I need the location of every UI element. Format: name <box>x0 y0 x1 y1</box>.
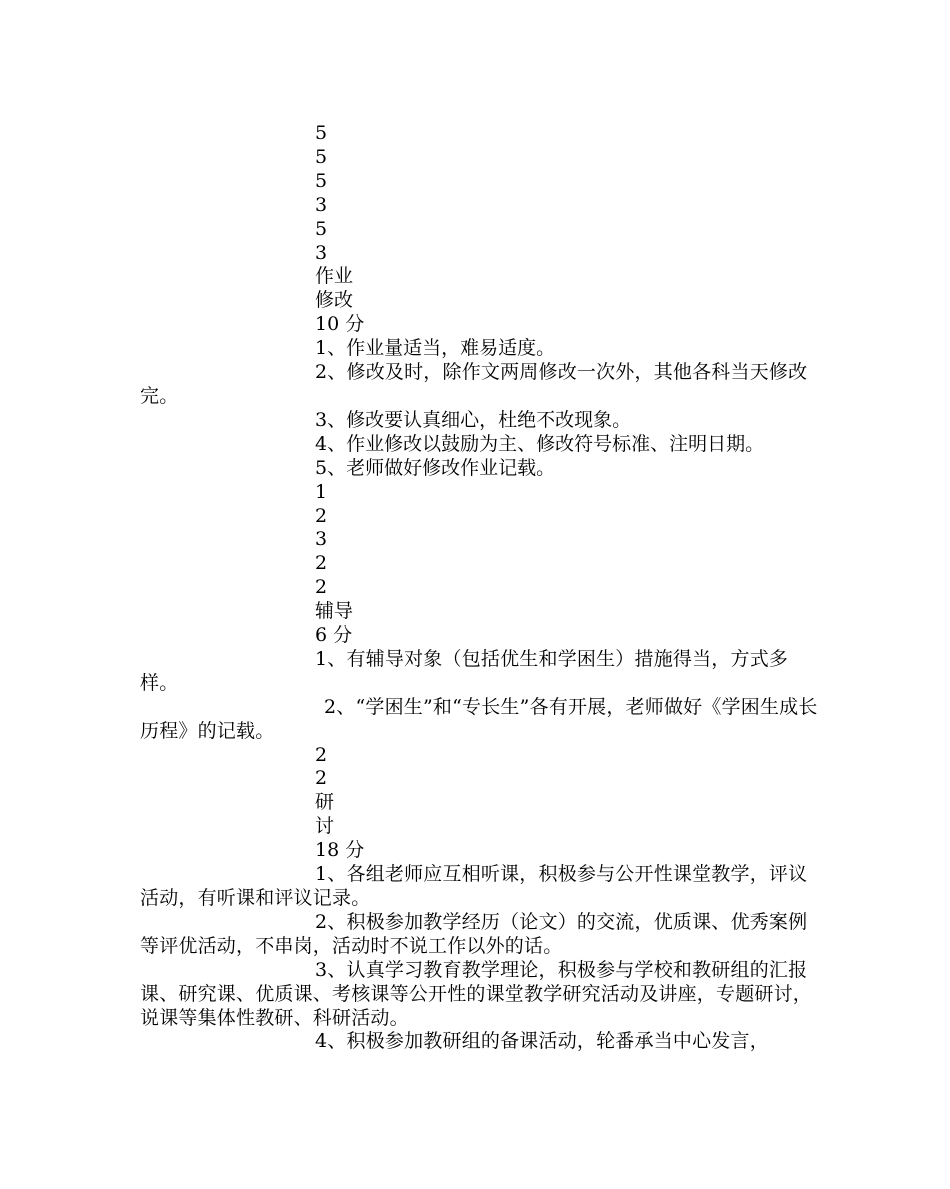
criterion-item: 2、“学困生”和“专长生”各有开展，老师做好《学困生成长历程》的记载。 <box>140 695 818 742</box>
section-title: 辅导 <box>315 600 354 623</box>
criterion-item: 5、老师做好修改作业记载。 <box>315 456 556 479</box>
section-title: 修改 <box>315 289 354 312</box>
criterion-item: 4、作业修改以鼓励为主、修改符号标准、注明日期。 <box>315 432 765 455</box>
score-value: 5 <box>315 217 328 240</box>
section-title: 作业 <box>315 265 354 288</box>
criterion-item: 2、积极参加教学经历（论文）的交流，优质课、优秀案例等评优活动，不串岗，活动时不说工作以外的话。 <box>140 910 808 957</box>
criterion-item: 2、修改及时，除作文两周修改一次外，其他各科当天修改完。 <box>140 361 808 407</box>
score-value: 5 <box>315 169 328 192</box>
criterion-item: 1、作业量适当，难易适度。 <box>315 337 556 360</box>
section-title: 讨 <box>315 815 335 838</box>
criterion-item: 4、积极参加教研组的备课活动，轮番承当中心发言， <box>315 1030 769 1053</box>
criterion-item: 1、有辅导对象（包括优生和学困生）措施得当，方式多样。 <box>140 647 789 694</box>
score-value: 2 <box>315 767 328 790</box>
criterion-item: 3、认真学习教育教学理论，积极参与学校和教研组的汇报课、研究课、优质课、考核课等公开性的课堂教学研究活动及讲座，专题研讨，说课等集体性教研、科研活动。 <box>140 958 813 1029</box>
score-value: 2 <box>315 552 328 575</box>
score-value: 2 <box>315 743 328 766</box>
score-value: 5 <box>315 122 328 144</box>
criterion-item: 3、修改要认真细心，杜绝不改现象。 <box>315 408 632 431</box>
score-value: 5 <box>315 145 328 168</box>
score-value: 3 <box>315 241 328 264</box>
score-value: 3 <box>315 193 328 216</box>
section-points: 10 分 <box>315 313 365 336</box>
section-points: 18 分 <box>315 839 365 862</box>
section-title: 研 <box>315 791 335 814</box>
document-body <box>140 122 820 1054</box>
score-value: 1 <box>315 480 328 503</box>
section-points: 6 分 <box>315 624 353 647</box>
criterion-item: 1、各组老师应互相听课，积极参与公开性课堂教学，评议活动，有听课和评议记录。 <box>140 863 808 909</box>
score-value: 2 <box>315 576 328 599</box>
score-value: 3 <box>315 528 328 551</box>
score-value: 2 <box>315 504 328 527</box>
